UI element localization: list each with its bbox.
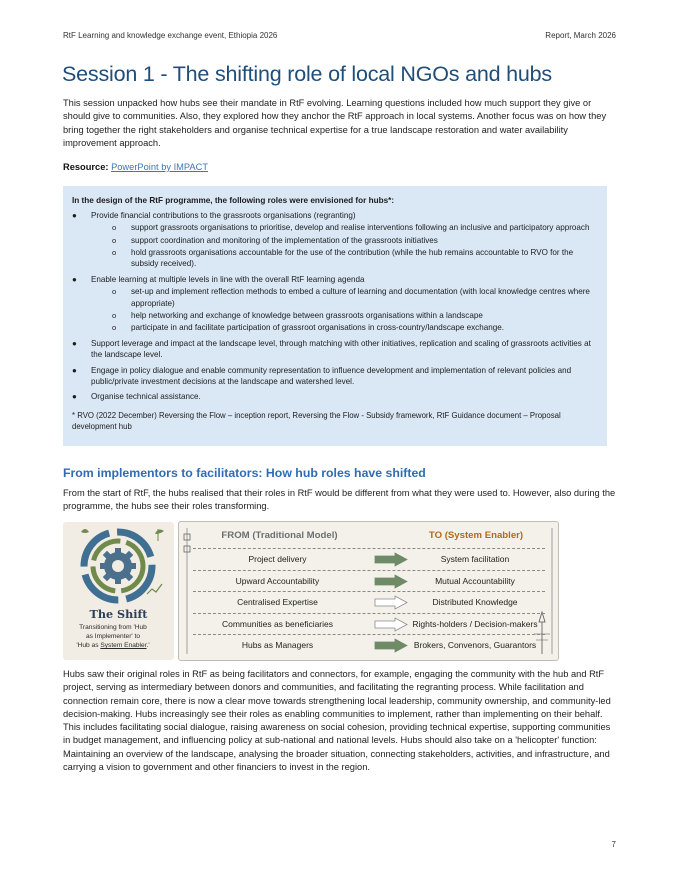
diagram-to-cell: Distributed Knowledge bbox=[432, 597, 518, 607]
diagram-row bbox=[193, 548, 545, 569]
shift-intro-paragraph: From the start of RtF, the hubs realised that their roles in RtF would be different from what they were used to. However, also during the programme, the hubs see their roles transforming. bbox=[63, 488, 616, 512]
bullet-circle-icon: o bbox=[112, 287, 117, 297]
page-title: Session 1 - The shifting role of local NGOs and hubs bbox=[62, 62, 552, 86]
bullet-dot-icon: ● bbox=[72, 275, 77, 285]
diagram-to-cell: Mutual Accountability bbox=[435, 575, 515, 586]
diagram-to-cell: System facilitation bbox=[440, 554, 510, 564]
shift-card-line-3-prefix: 'Hub as bbox=[76, 642, 101, 649]
running-header-left: RtF Learning and knowledge exchange event, Ethiopia 2026 bbox=[63, 31, 278, 40]
hub-roles-paragraph: Hubs saw their original roles in RtF as being facilitators and connectors, for example, engaging the community with the hub and RtF project, serving as intermediary between donors and communities, and facilitating the regranting process. While facilitation and connection remain core, there is now a clear move towards strengthening local leadership, community ownership, and community-led decision-making. Hubs increasingly see their roles as enabling communities to implement, rather than implementing on their behalf. This includes facilitating social dialogue, raising awareness on social cohesion, providing technical expertise, supporting communities in budget management, and influencing policy at sub-national and national levels. Hubs should also take on a 'helicopter' function: Maintaining an overview of the landscape, analysing the broader situation, connecting stakeholders, activities, and infrastructure, and carrying a vision to government and other financiers to invest in the region. bbox=[63, 669, 611, 773]
intro-paragraph: This session unpacked how hubs see their mandate in RtF evolving. Learning questions included how much support they give or should give to communities. Also, they explored how they anchor the RtF approach in local systems. Another focus was on how they bring together the right stakeholders and organise technical expertise for a true landscape restoration and water availability improvement approach. bbox=[63, 98, 607, 148]
hub-role-sub-bullet bbox=[91, 235, 597, 246]
bullet-circle-icon: o bbox=[112, 247, 117, 257]
hub-role-bullet bbox=[72, 210, 597, 269]
diagram-to-cell: Rights-holders / Decision-makers bbox=[412, 618, 538, 629]
shift-card-line-3 bbox=[63, 642, 163, 649]
hub-role-sub-text: set-up and implement reflection methods to embed a culture of learning and documentation (with local knowledge centres where appropriate) bbox=[131, 287, 590, 308]
hub-role-sub-bullet bbox=[91, 247, 597, 269]
hub-role-text: Enable learning at multiple levels in line with the overall RtF learning agenda bbox=[91, 275, 365, 285]
diagram-row bbox=[193, 613, 545, 634]
hub-role-bullet bbox=[72, 338, 597, 360]
hub-role-sub-text: participate in and facilitate participation of grassroot organisations in cross-country/landscape exchange. bbox=[131, 323, 504, 333]
diagram-from-cell: Project delivery bbox=[248, 554, 307, 564]
shift-card-line-1: Transitioning from 'Hub bbox=[79, 624, 147, 631]
diagram-to-header: TO (System Enabler) bbox=[428, 530, 524, 541]
bullet-dot-icon: ● bbox=[72, 211, 77, 221]
hub-role-sub-text: support coordination and monitoring of the implementation of the grassroots initiatives bbox=[131, 235, 438, 245]
box-footnote: * RVO (2022 December) Reversing the Flow – inception report, Reversing the Flow - Subsidy framework, RtF Guidance document – Proposal development hub bbox=[72, 411, 561, 432]
bullet-circle-icon: o bbox=[112, 223, 117, 233]
hub-role-text: Organise technical assistance. bbox=[91, 392, 201, 402]
hub-role-sub-text: help networking and exchange of knowledge between grassroots organisations within a landscape bbox=[131, 310, 483, 320]
diagram-row bbox=[193, 634, 545, 655]
shift-card-title: The Shift bbox=[89, 607, 148, 621]
diagram-from-cell: Upward Accountability bbox=[235, 575, 320, 586]
shift-card-line-3-suffix: .' bbox=[146, 642, 150, 649]
diagram-from-cell: Centralised Expertise bbox=[237, 597, 318, 607]
hub-role-bullet bbox=[72, 274, 597, 333]
hub-role-sub-bullet bbox=[91, 322, 597, 333]
diagram-from-header: FROM (Traditional Model) bbox=[221, 530, 338, 541]
box-heading: In the design of the RtF programme, the following roles were envisioned for hubs*: bbox=[72, 196, 395, 205]
role-shift-diagram bbox=[178, 521, 559, 661]
shift-card-line-2: as Implementer' to bbox=[85, 633, 141, 640]
bullet-dot-icon: ● bbox=[72, 392, 77, 402]
hub-role-sub-text: hold grassroots organisations accountable for the use of the contribution (while the hub remains accountable to RVO for the subsidy received). bbox=[131, 247, 574, 269]
hub-role-sub-bullet bbox=[91, 310, 597, 321]
hub-role-text: Provide financial contributions to the grassroots organisations (regranting) bbox=[91, 211, 356, 221]
resource-line bbox=[63, 162, 208, 172]
hub-role-text: Engage in policy dialogue and enable community representation to influence development and implementation of relevant policies and public/private investment decisions at the landscape and watershed level. bbox=[91, 365, 572, 386]
bullet-dot-icon: ● bbox=[72, 365, 77, 375]
hub-role-bullet bbox=[72, 391, 597, 402]
diagram-from-cell: Hubs as Managers bbox=[241, 640, 314, 650]
bullet-circle-icon: o bbox=[112, 235, 117, 245]
section-subheading: From implementors to facilitators: How hub roles have shifted bbox=[63, 466, 426, 480]
running-header-right: Report, March 2026 bbox=[545, 31, 616, 40]
hub-role-sub-text: support grassroots organisations to prioritise, develop and realise interventions following an inclusive and participatory approach bbox=[131, 223, 590, 233]
hub-role-bullet bbox=[72, 365, 597, 387]
hub-role-sub-bullet bbox=[91, 286, 597, 308]
hub-role-text: Support leverage and impact at the landscape level, through matching with other initiatives, replication and scaling of grassroots activities at the landscape level. bbox=[91, 339, 591, 360]
diagram-row bbox=[193, 570, 545, 591]
resource-label: Resource: bbox=[63, 162, 109, 172]
hub-role-sub-bullet bbox=[91, 222, 597, 233]
shift-card-line-3-underlined: System Enabler bbox=[100, 642, 147, 649]
gear-cycle-icon bbox=[63, 522, 174, 607]
bullet-dot-icon: ● bbox=[72, 339, 77, 349]
diagram-from-cell: Communities as beneficiaries bbox=[221, 618, 334, 629]
bullet-circle-icon: o bbox=[112, 310, 117, 320]
bullet-circle-icon: o bbox=[112, 323, 117, 333]
diagram-to-cell: Brokers, Convenors, Guarantors bbox=[413, 640, 537, 650]
hub-roles-list bbox=[72, 210, 597, 402]
resource-link[interactable]: PowerPoint by IMPACT bbox=[111, 162, 209, 172]
page-number: 7 bbox=[611, 840, 616, 849]
diagram-row bbox=[193, 591, 545, 612]
the-shift-card bbox=[63, 522, 174, 660]
hub-roles-box bbox=[63, 186, 607, 446]
